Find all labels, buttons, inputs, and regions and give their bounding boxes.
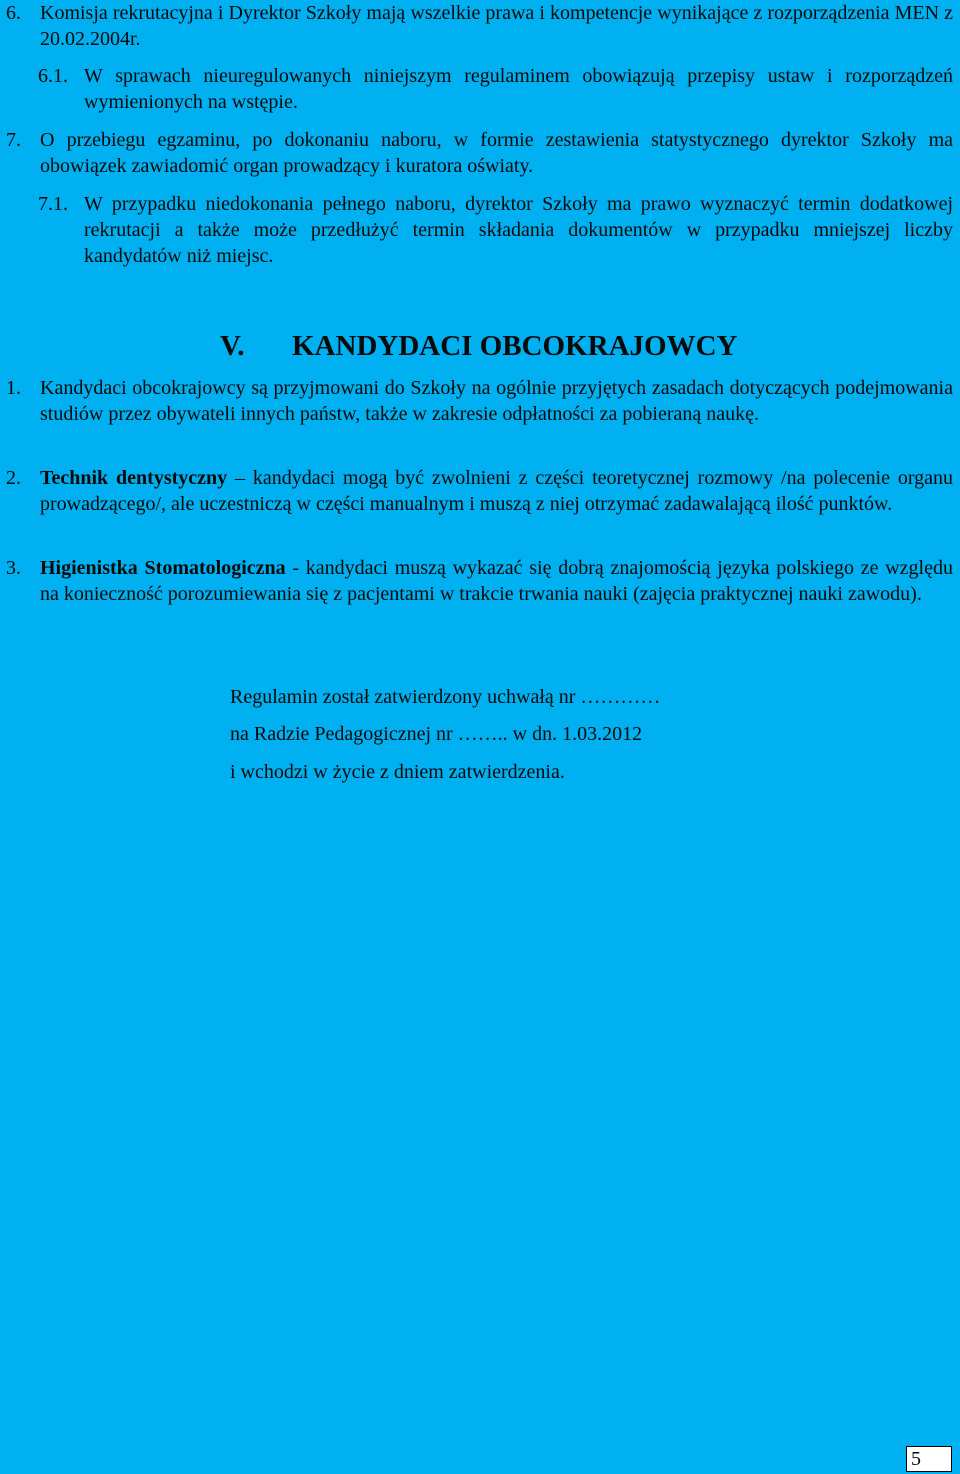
list-number: 3. — [6, 557, 21, 579]
list-bold-term: Technik dentystyczny — [40, 467, 228, 489]
list-text: - kandydaci muszą wykazać się dobrą znajomością języka polskiego ze względu na konieczność porozumiewania się z pacjentami w trakcie trwania nauki (zajęcia praktycznej nauki zawodu). — [40, 557, 953, 605]
closing-line-3: i wchodzi w życie z dniem zatwierdzenia. — [230, 761, 565, 783]
paragraph-7 — [6, 127, 953, 179]
list-number: 1. — [6, 377, 21, 399]
section-title: KANDYDACI OBCOKRAJOWCY — [292, 330, 738, 362]
list-item-1 — [6, 375, 953, 427]
closing-line-1: Regulamin został zatwierdzony uchwałą nr ………… — [230, 686, 661, 708]
page-number: 5 — [911, 1448, 921, 1470]
closing-line-2: na Radzie Pedagogicznej nr …….. w dn. 1.03.2012 — [230, 723, 643, 745]
paragraph-7-1 — [38, 191, 953, 269]
list-item-3 — [6, 555, 953, 607]
paragraph-6-1 — [38, 63, 953, 115]
paragraph-text: W sprawach nieuregulowanych niniejszym regulaminem obowiązują przepisy ustaw i rozporządzeń wymienionych na wstępie. — [84, 65, 953, 113]
section-roman-numeral: V. — [220, 330, 245, 362]
paragraph-6 — [6, 0, 953, 52]
paragraph-text: O przebiegu egzaminu, po dokonaniu naboru, w formie zestawienia statystycznego dyrektor Szkoły ma obowiązek zawiadomić organ prowadzący i kuratora oświaty. — [40, 129, 953, 177]
list-bold-term: Higienistka Stomatologiczna — [40, 557, 286, 579]
paragraph-number: 6.1. — [38, 65, 68, 87]
paragraph-text: W przypadku niedokonania pełnego naboru, dyrektor Szkoły ma prawo wyznaczyć termin dodatkowej rekrutacji a także może przedłużyć termin składania dokumentów w przypadku mniejszej liczby kandydatów niż miejsc. — [84, 193, 953, 267]
list-text: – kandydaci mogą być zwolnieni z części teoretycznej rozmowy /na polecenie organu prowadzącego/, ale uczestniczą w części manualnym i muszą z niej otrzymać zadawalającą ilość punktów. — [40, 467, 953, 515]
list-item-2 — [6, 465, 953, 517]
paragraph-number: 7.1. — [38, 193, 68, 215]
section-heading — [220, 328, 737, 364]
paragraph-text: Komisja rekrutacyjna i Dyrektor Szkoły mają wszelkie prawa i kompetencje wynikające z rozporządzenia MEN z 20.02.2004r. — [40, 2, 953, 50]
list-text: Kandydaci obcokrajowcy są przyjmowani do Szkoły na ogólnie przyjętych zasadach dotyczących podejmowania studiów przez obywateli innych państw, także w zakresie odpłatności za pobieraną naukę. — [40, 377, 953, 425]
paragraph-number: 7. — [6, 129, 21, 151]
paragraph-number: 6. — [6, 2, 21, 24]
list-number: 2. — [6, 467, 21, 489]
page-number-box — [906, 1446, 952, 1472]
